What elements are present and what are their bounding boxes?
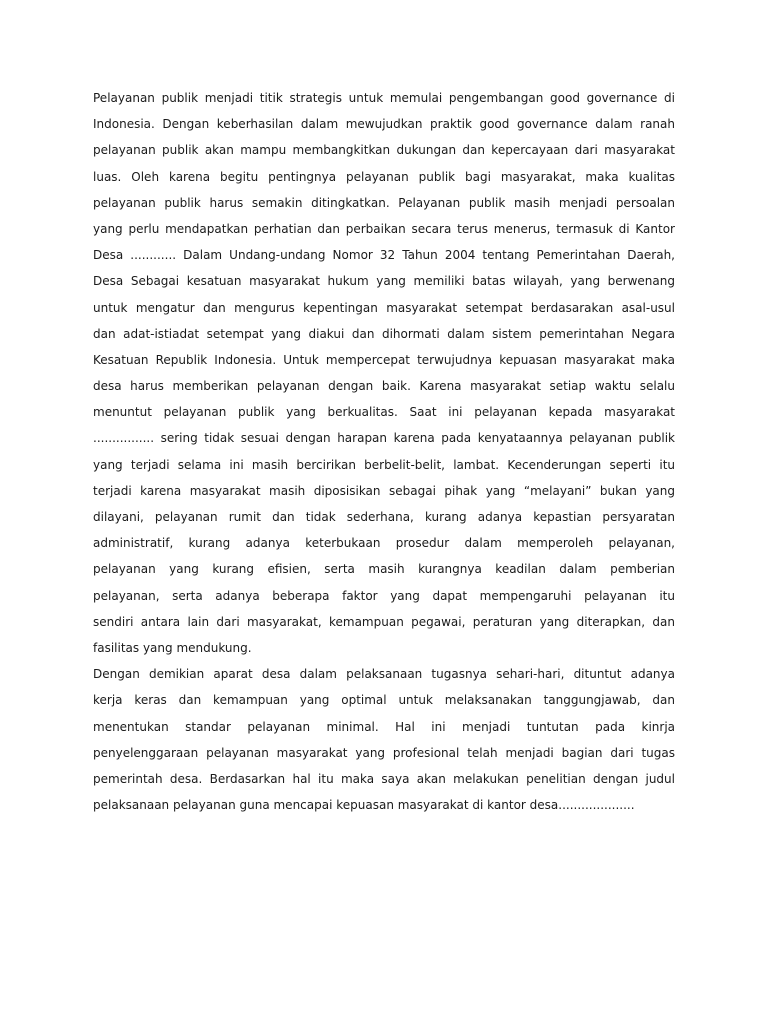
text-line: dan adat-istiadat setempat yang diakui dan dihormati dalam sistem pemerintahan Negara <box>93 326 675 341</box>
text-line: pelaksanaan pelayanan guna mencapai kepuasan masyarakat di kantor desa.................... <box>93 798 635 813</box>
text-line: desa harus memberikan pelayanan dengan baik. Karena masyarakat setiap waktu selalu <box>93 379 675 394</box>
text-line: terjadi karena masyarakat masih diposisikan sebagai pihak yang “melayani” bukan yang <box>93 483 675 498</box>
text-line: dilayani, pelayanan rumit dan tidak sederhana, kurang adanya kepastian persyaratan <box>93 510 675 524</box>
paragraph-2 <box>93 661 675 818</box>
text-line: menuntut pelayanan publik yang berkualitas. Saat ini pelayanan kepada masyarakat <box>93 405 675 420</box>
paragraph-1 <box>93 85 675 661</box>
document-body <box>93 85 675 818</box>
text-line: kerja keras dan kemampuan yang optimal untuk melaksanakan tanggungjawab, dan <box>93 693 675 708</box>
text-line: Desa ............ Dalam Undang-undang Nomor 32 Tahun 2004 tentang Pemerintahan Daerah, <box>93 248 675 263</box>
text-line: pelayanan, serta adanya beberapa faktor yang dapat mempengaruhi pelayanan itu <box>93 588 675 603</box>
text-line: menentukan standar pelayanan minimal. Hal ini menjadi tuntutan pada kinrja <box>93 719 675 734</box>
text-line: Kesatuan Republik Indonesia. Untuk mempercepat terwujudnya kepuasan masyarakat maka <box>93 352 675 367</box>
text-line: Desa Sebagai kesatuan masyarakat hukum yang memiliki batas wilayah, yang berwenang <box>93 274 675 289</box>
text-line: Pelayanan publik menjadi titik strategis untuk memulai pengembangan good governance di <box>93 91 675 105</box>
text-line: ................ sering tidak sesuai dengan harapan karena pada kenyataannya pelayanan publik <box>93 431 675 446</box>
text-line: untuk mengatur dan mengurus kepentingan masyarakat setempat berdasarakan asal-usul <box>93 300 675 315</box>
text-line: penyelenggaraan pelayanan masyarakat yang profesional telah menjadi bagian dari tugas <box>93 745 675 760</box>
text-line: pelayanan yang kurang efisien, serta masih kurangnya keadilan dalam pemberian <box>93 562 675 577</box>
text-line: administratif, kurang adanya keterbukaan prosedur dalam memperoleh pelayanan, <box>93 536 675 551</box>
text-line: fasilitas yang mendukung. <box>93 640 252 655</box>
text-line: luas. Oleh karena begitu pentingnya pelayanan publik bagi masyarakat, maka kualitas <box>93 169 675 184</box>
text-line: sendiri antara lain dari masyarakat, kemampuan pegawai, peraturan yang diterapkan, dan <box>93 614 675 629</box>
text-line: yang perlu mendapatkan perhatian dan perbaikan secara terus menerus, termasuk di Kantor <box>93 221 675 236</box>
text-line: yang terjadi selama ini masih bercirikan berbelit-belit, lambat. Kecenderungan seperti itu <box>93 457 675 472</box>
text-line: Indonesia. Dengan keberhasilan dalam mewujudkan praktik good governance dalam ranah <box>93 117 675 132</box>
text-line: Dengan demikian aparat desa dalam pelaksanaan tugasnya sehari-hari, dituntut adanya <box>93 667 675 682</box>
text-line: pelayanan publik akan mampu membangkitkan dukungan dan kepercayaan dari masyarakat <box>93 143 675 158</box>
text-line: pelayanan publik harus semakin ditingkatkan. Pelayanan publik masih menjadi persoalan <box>93 195 675 210</box>
text-line: pemerintah desa. Berdasarkan hal itu maka saya akan melakukan penelitian dengan judul <box>93 771 675 786</box>
